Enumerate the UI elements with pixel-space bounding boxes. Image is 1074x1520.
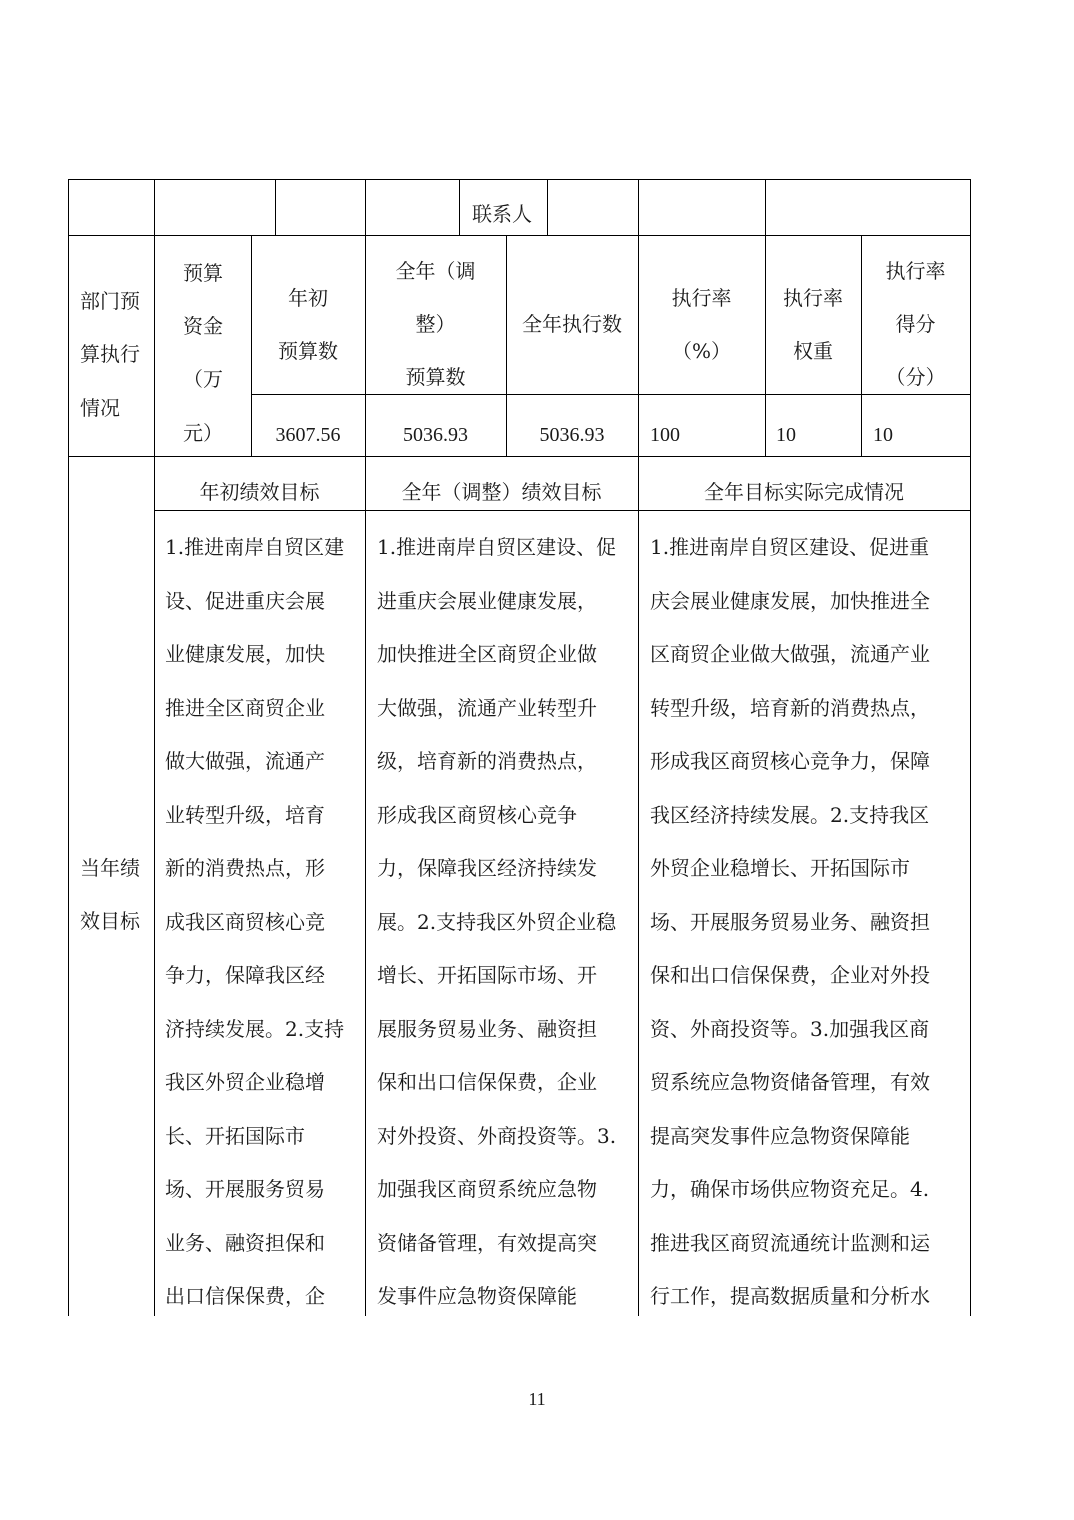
- col-line: [365, 179, 366, 235]
- page-number: 11: [528, 1389, 546, 1409]
- col-line: [506, 235, 507, 456]
- value-weight: 10: [776, 424, 796, 446]
- value-adjusted: 5036.93: [403, 424, 468, 446]
- actual-completion-text: [650, 537, 930, 1340]
- col-line: [68, 179, 69, 1316]
- text-line: 力，保障我区经济持续发: [377, 856, 597, 880]
- row-line: [251, 394, 971, 395]
- text-line: 推进全区商贸企业: [165, 695, 325, 720]
- text-line: 增长、开拓国际市场、开: [377, 963, 597, 987]
- text-line: 保和出口信保保费，企业对外投: [650, 963, 930, 987]
- text-line: 我区外贸企业稳增: [165, 1070, 325, 1094]
- text-line: 级，培育新的消费热点，: [377, 749, 597, 773]
- text-line: 推进我区商贸流通统计监测和运: [650, 1230, 930, 1255]
- text-line: 展。2.支持我区外贸企业稳: [377, 909, 617, 934]
- header-actual-completion: 全年目标实际完成情况: [704, 480, 904, 504]
- text-line: 1.推进南岸自贸区建设、促: [377, 535, 617, 559]
- text-line: 进重庆会展业健康发展，: [377, 588, 597, 613]
- contact-label: 联系人: [472, 202, 532, 226]
- col-line: [638, 179, 639, 235]
- text-line: 业转型升级，培育: [165, 802, 325, 827]
- text-line: 长、开拓国际市: [165, 1123, 305, 1148]
- col-line: [547, 179, 548, 235]
- text-line: 大做强，流通产业转型升: [377, 695, 597, 720]
- initial-goal-text: [165, 537, 344, 1340]
- value-initial: 3607.56: [275, 424, 341, 446]
- text-line: 出口信保保费，企: [165, 1284, 325, 1308]
- col-line: [970, 456, 971, 1316]
- text-line: 做大做强，流通产: [165, 749, 325, 773]
- adjusted-goal-text: [377, 537, 616, 1340]
- text-line: 资储备管理，有效提高突: [377, 1230, 597, 1255]
- text-line: 业务、融资担保和: [165, 1230, 325, 1255]
- text-line: 展服务贸易业务、融资担: [377, 1016, 597, 1041]
- row-line: [155, 510, 971, 511]
- row-line: [68, 456, 971, 457]
- value-score: 10: [873, 424, 893, 446]
- text-line: 转型升级，培育新的消费热点，: [650, 695, 930, 720]
- col-line: [154, 456, 155, 1316]
- text-line: 设、促进重庆会展: [165, 588, 325, 613]
- row-line: [68, 235, 971, 236]
- text-line: 庆会展业健康发展，加快推进全: [650, 588, 930, 613]
- text-line: 贸系统应急物资储备管理，有效: [650, 1070, 930, 1094]
- col-line: [154, 179, 155, 235]
- col-line: [365, 456, 366, 1316]
- col-line: [154, 235, 155, 456]
- text-line: 成我区商贸核心竞: [165, 909, 325, 934]
- value-executed: 5036.93: [539, 424, 605, 446]
- row-line: [68, 179, 971, 180]
- col-line: [765, 179, 766, 235]
- header-adjusted-goal: 全年（调整）绩效目标: [401, 480, 602, 504]
- text-line: 场、开展服务贸易: [165, 1177, 325, 1201]
- header-executed: 全年执行数: [522, 312, 622, 336]
- text-line: 加快推进全区商贸企业做: [377, 642, 597, 666]
- text-line: 我区经济持续发展。2.支持我区: [650, 802, 930, 827]
- text-line: 力，确保市场供应物资充足。4.: [650, 1177, 930, 1201]
- text-line: 业健康发展，加快: [165, 642, 325, 666]
- text-line: 1.推进南岸自贸区建设、促进重: [650, 535, 930, 559]
- text-line: 对外投资、外商投资等。3.: [377, 1123, 617, 1148]
- text-line: 资、外商投资等。3.加强我区商: [650, 1016, 930, 1041]
- text-line: 场、开展服务贸易业务、融资担: [650, 909, 930, 934]
- text-line: 行工作，提高数据质量和分析水: [650, 1284, 930, 1308]
- text-line: 区商贸企业做大做强，流通产业: [650, 642, 930, 666]
- text-line: 形成我区商贸核心竞争: [377, 802, 577, 827]
- col-line: [638, 456, 639, 1316]
- text-line: 保和出口信保保费，企业: [377, 1070, 597, 1094]
- value-rate: 100: [650, 424, 680, 446]
- text-line: 争力，保障我区经: [165, 963, 325, 987]
- text-line: 1.推进南岸自贸区建: [165, 535, 345, 559]
- col-line: [459, 179, 460, 235]
- text-line: 加强我区商贸系统应急物: [377, 1177, 597, 1201]
- text-line: 提高突发事件应急物资保障能: [650, 1123, 910, 1148]
- text-line: 发事件应急物资保障能: [377, 1284, 577, 1308]
- col-line: [970, 179, 971, 456]
- header-initial-goal: 年初绩效目标: [199, 480, 320, 504]
- col-line: [275, 179, 276, 235]
- text-line: 外贸企业稳增长、开拓国际市: [650, 856, 910, 880]
- text-line: 形成我区商贸核心竞争力，保障: [650, 749, 930, 773]
- text-line: 新的消费热点，形: [165, 856, 325, 880]
- text-line: 济持续发展。2.支持: [165, 1016, 345, 1041]
